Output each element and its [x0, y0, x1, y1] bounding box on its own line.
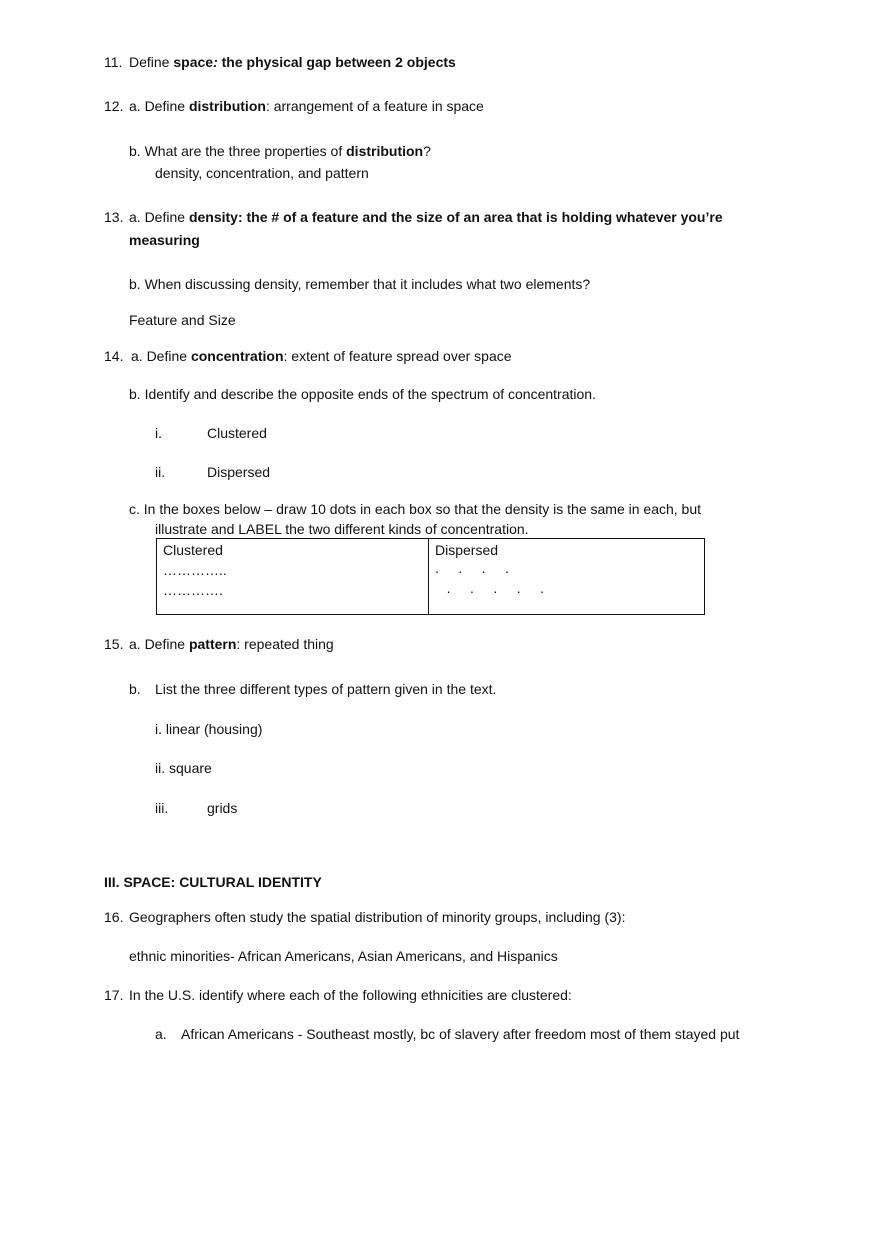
question-number-11: 11.	[104, 54, 123, 70]
q14a-prefix: a. Define	[131, 348, 191, 364]
question-number-17: 17.	[104, 987, 124, 1003]
dispersed-dots-row1: . . . .	[435, 560, 509, 576]
question-14c-text-line1: c. In the boxes below – draw 10 dots in each box so that the density is the same in each, but	[129, 501, 702, 517]
question-15b-text: List the three different types of pattern given in the text.	[155, 681, 497, 697]
q11-definition: the physical gap between 2 objects	[217, 54, 456, 70]
list-item-marker: i.	[155, 425, 162, 441]
q11-colon: :	[213, 54, 218, 70]
question-17a-answer: African Americans - Southeast mostly, bc of slavery after freedom most of them stayed put	[181, 1026, 740, 1042]
q11-term: space	[173, 54, 214, 70]
q12a-definition: : arrangement of a feature in space	[265, 98, 484, 114]
list-item-dispersed: Dispersed	[207, 464, 271, 480]
dispersed-dots-row2: . . . . .	[435, 580, 544, 596]
clustered-dots-row2: ………….	[163, 582, 223, 598]
question-12b-text	[129, 142, 431, 160]
pattern-item-linear: i. linear (housing)	[155, 721, 263, 737]
q14a-term: concentration	[190, 348, 284, 364]
q12b-suffix: ?	[423, 143, 431, 159]
q13a-definition-line2: measuring	[129, 232, 200, 248]
dispersed-label: Dispersed	[435, 542, 499, 558]
list-item-marker: ii.	[155, 464, 166, 480]
q11-prefix: Define	[129, 54, 174, 70]
q14a-definition: : extent of feature spread over space	[283, 348, 512, 364]
question-14b-text: b. Identify and describe the opposite ends of the spectrum of concentration.	[129, 386, 596, 402]
question-number-15: 15.	[104, 636, 124, 652]
question-15b-marker: b.	[129, 681, 141, 697]
pattern-item-grids: grids	[207, 800, 238, 816]
q13a-definition-line1: density: the # of a feature and the size of an area that is holding whatever you’re	[188, 209, 723, 225]
pattern-item-square: ii. square	[155, 760, 212, 776]
q12b-prefix: b. What are the three properties of	[129, 143, 347, 159]
dispersed-cell[interactable]	[429, 539, 704, 614]
question-17-text: In the U.S. identify where each of the following ethnicities are clustered:	[129, 987, 572, 1003]
question-16-text: Geographers often study the spatial distribution of minority groups, including (3):	[129, 909, 626, 925]
question-13a-text	[129, 208, 723, 226]
q12b-term: distribution	[346, 143, 424, 159]
clustered-dots-row1: …………..	[163, 562, 227, 578]
q13a-prefix: a. Define	[129, 209, 189, 225]
question-14a-text	[131, 347, 512, 365]
q12a-term: distribution	[188, 98, 266, 114]
clustered-cell[interactable]	[157, 539, 429, 614]
question-12a-text	[129, 97, 484, 115]
question-15a-text	[129, 635, 334, 653]
q12a-prefix: a. Define	[129, 98, 189, 114]
clustered-label: Clustered	[163, 542, 223, 558]
section-heading: III. SPACE: CULTURAL IDENTITY	[104, 874, 322, 890]
question-13b-answer: Feature and Size	[129, 312, 236, 328]
pattern-item-marker: iii.	[155, 800, 169, 816]
question-13b-text: b. When discussing density, remember that it includes what two elements?	[129, 276, 591, 292]
q15a-definition: : repeated thing	[236, 636, 334, 652]
q15a-term: pattern	[188, 636, 237, 652]
question-14c-text-line2: illustrate and LABEL the two different kinds of concentration.	[155, 521, 529, 537]
question-12b-answer: density, concentration, and pattern	[155, 165, 369, 181]
list-item-clustered: Clustered	[207, 425, 267, 441]
question-13a-text-line2	[129, 231, 200, 249]
question-number-16: 16.	[104, 909, 124, 925]
question-17a-marker: a.	[155, 1026, 167, 1042]
question-16-answer: ethnic minorities- African Americans, Asian Americans, and Hispanics	[129, 948, 558, 964]
question-number-13: 13.	[104, 209, 124, 225]
question-number-14: 14.	[104, 348, 124, 364]
question-number-12: 12.	[104, 98, 124, 114]
question-11-text	[129, 53, 456, 71]
q15a-prefix: a. Define	[129, 636, 189, 652]
concentration-table	[156, 538, 705, 615]
